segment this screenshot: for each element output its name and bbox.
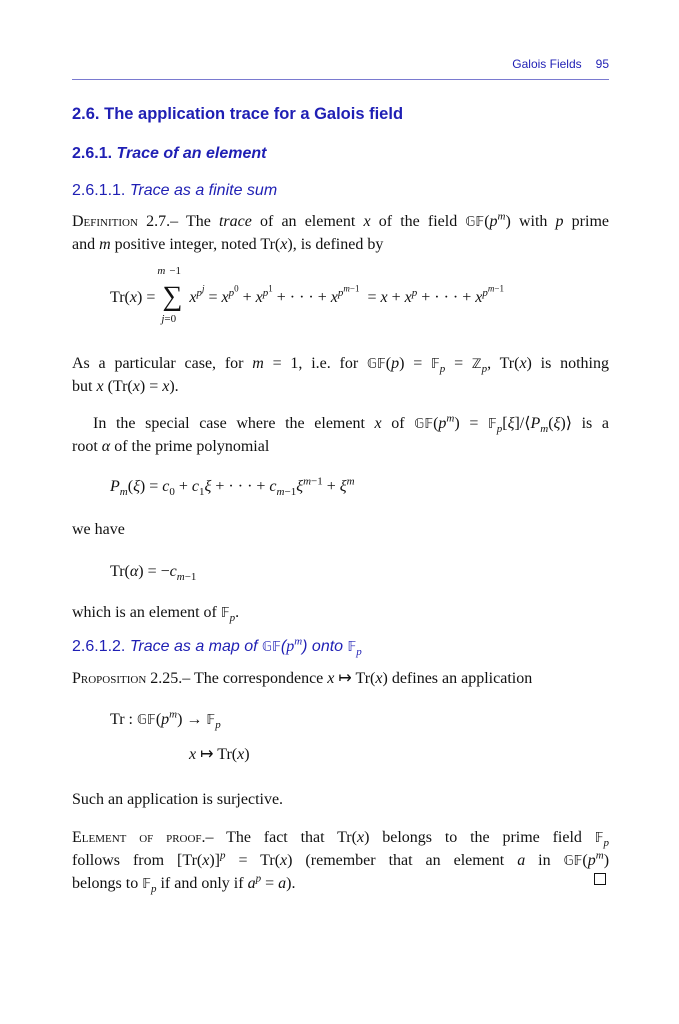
subsubsection-2-title: Trace as a map of $𝔾𝔽(p^m)$ onto 𝔽$_p$ xyxy=(129,635,362,659)
trace-equation: Tr(x) = m −1 ∑ j=0 $x^{p^j} = x^{p^0} + x^{p^1}$ + · · · + $x^{p^{m-1}} = x + x^p$ + · · · + $x^{p^{m-1}}$ xyxy=(110,265,504,325)
subsection-heading xyxy=(72,145,266,163)
running-head-title: Galois Fields xyxy=(512,57,582,71)
para2-line-1: In the special case where the element x of $𝔾𝔽(p^m)$ = $𝔽_p[\xi]/⟨P_m(\xi)⟩$ is a xyxy=(93,412,610,436)
subsubsection-1-title: Trace as a finite sum xyxy=(129,182,278,199)
proposition-line xyxy=(72,667,609,690)
para1-line-1: As a particular case, for m = 1, i.e. for 𝔾𝔽(p) = 𝔽$_p$ = ℤ$_p$, Tr(x) is nothing xyxy=(72,355,609,376)
proof-line-1 xyxy=(72,826,609,850)
map-equation-1: Tr : $𝔾𝔽(p^m)$ → 𝔽$_p$ xyxy=(110,708,221,732)
section-heading xyxy=(72,105,403,124)
para2-line-2: root α of the prime polynomial xyxy=(72,438,270,455)
definition-label: Definition 2.7.– xyxy=(72,213,179,230)
running-head xyxy=(72,57,609,71)
surjective-text: Such an application is surjective. xyxy=(72,791,284,808)
section-number: 2.6. xyxy=(72,105,100,123)
header-rule xyxy=(72,79,609,80)
subsubsection-heading-1 xyxy=(72,182,277,200)
qed-symbol xyxy=(594,873,606,885)
we-have-text: we have xyxy=(72,521,125,538)
subsubsection-2-number: 2.6.1.2. xyxy=(72,638,126,655)
subsubsection-heading-2 xyxy=(72,635,362,659)
map-equation-2: x ↦ Tr(x) xyxy=(189,746,250,763)
polynomial-equation: $P_m(\xi) = c_0 + c_1\xi$ + · · · + $c_{m-1}\xi^{m-1} + \xi^m$ xyxy=(110,475,355,499)
section-title: The application trace for a Galois field xyxy=(104,105,404,123)
proposition-label: Proposition 2.25.– xyxy=(72,670,191,687)
proof-text-1: The fact that Tr(x) belongs to the prime field 𝔽$_p$ xyxy=(226,829,609,850)
subsection-title: Trace of an element xyxy=(116,145,267,162)
page-number: 95 xyxy=(595,57,609,71)
subsection-number: 2.6.1. xyxy=(72,145,113,162)
proof-line-2: follows from $[Tr(x)]^p = Tr(x)$ (remember that an element a in $𝔾𝔽(p^m)$ xyxy=(72,849,610,869)
subsubsection-1-number: 2.6.1.1. xyxy=(72,182,126,199)
definition-line-2: and m positive integer, noted Tr(x), is defined by xyxy=(72,236,384,253)
definition-text: The trace of an element x of the field $𝔾𝔽(p^m)$ with p prime xyxy=(185,210,609,230)
trace-alpha-equation: $Tr(\alpha) = -c_{m-1}$ xyxy=(110,563,197,584)
para1-line-2: but x (Tr(x) = x). xyxy=(72,378,179,395)
proof-line-3: belongs to 𝔽$_p$ if and only if $a^p = a$). xyxy=(72,872,296,896)
which-is-text: which is an element of 𝔽$_p$. xyxy=(72,604,240,625)
definition-line-1 xyxy=(72,210,609,234)
proposition-text: The correspondence x ↦ Tr(x) defines an application xyxy=(194,670,533,687)
proof-label: Element of proof.– xyxy=(72,829,214,846)
